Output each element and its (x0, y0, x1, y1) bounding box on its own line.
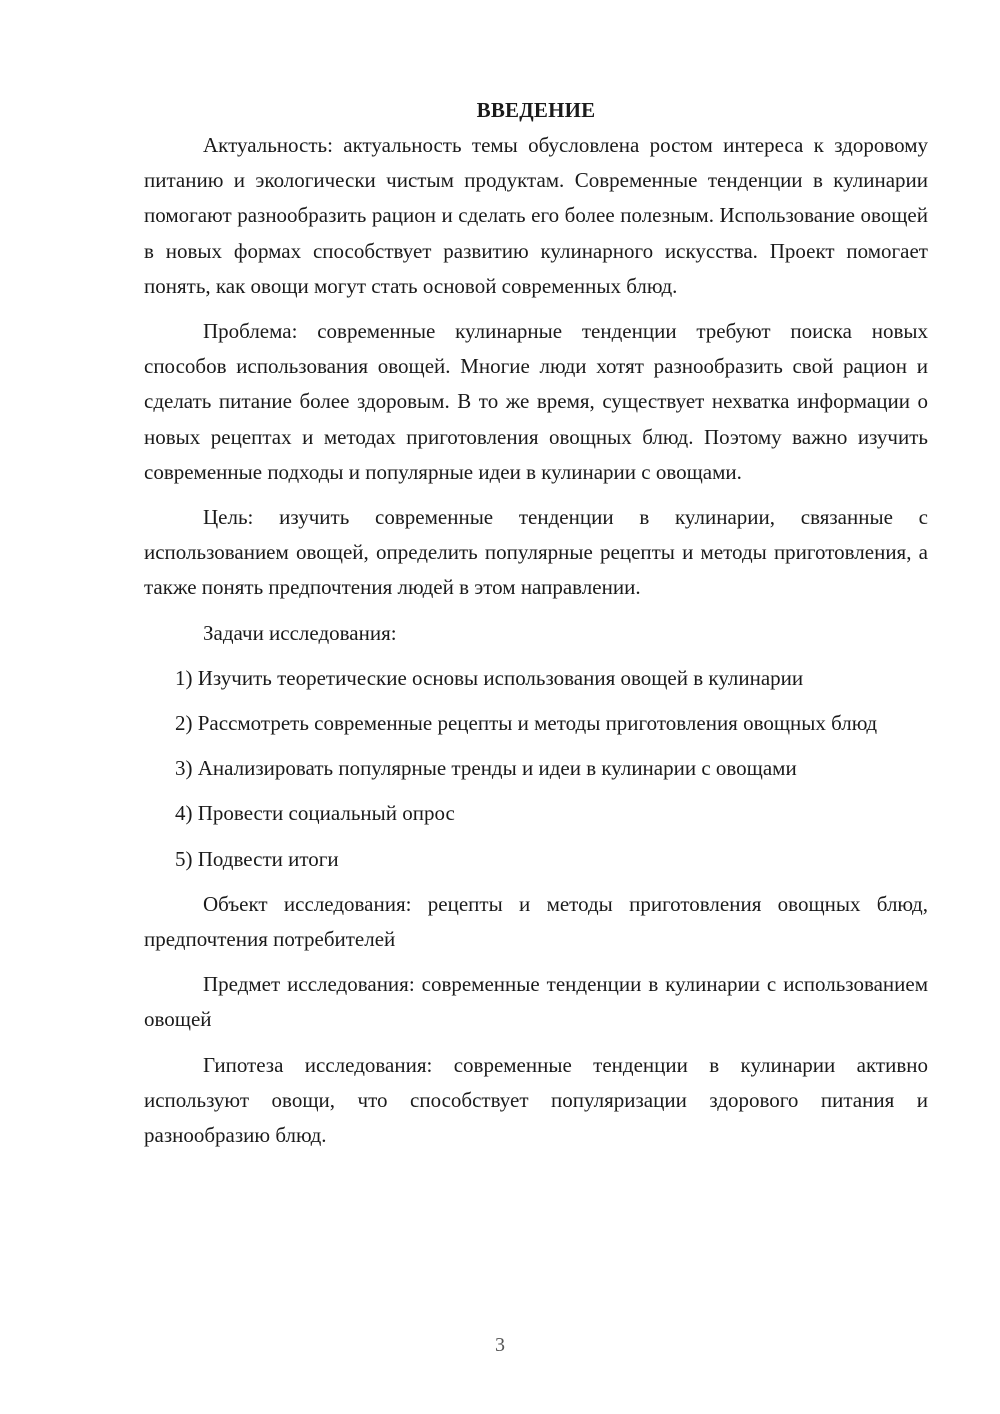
task-item-3: 3) Анализировать популярные тренды и идеи в кулинарии с овощами (175, 756, 797, 781)
paragraph-subject: Предмет исследования: современные тенденции в кулинарии с использованием овощей (144, 972, 928, 1032)
task-item-4: 4) Провести социальный опрос (175, 801, 455, 826)
paragraph-hypothesis: Гипотеза исследования: современные тенденции в кулинарии активно используют овощи, что способствует популяризации здорового питания и разнообразию блюд. (144, 1052, 928, 1148)
paragraph-object: Объект исследования: рецепты и методы приготовления овощных блюд, предпочтения потребителей (144, 891, 928, 952)
page-number: 3 (495, 1334, 505, 1356)
paragraph-goal: Цель: изучить современные тенденции в кулинарии, связанные с использованием овощей, определить популярные рецепты и методы приготовления, а также понять предпочтения людей в этом направлении. (144, 505, 928, 600)
task-item-2: 2) Рассмотреть современные рецепты и методы приготовления овощных блюд (175, 711, 878, 736)
paragraph-problem: Проблема: современные кулинарные тенденции требуют поиска новых способов использования овощей. Многие люди хотят разнообразить свой рацион и сделать питание более здоровым. В то же время, существует нехватка информации о новых рецептах и методах приготовления овощных блюд. Поэтому важно изучить современные подходы и популярные идеи в кулинарии с овощами. (144, 319, 928, 484)
document-page (144, 94, 928, 1163)
tasks-heading: Задачи исследования: (203, 620, 397, 645)
section-heading: ВВЕДЕНИЕ (476, 98, 596, 122)
task-item-5: 5) Подвести итоги (175, 846, 339, 871)
task-item-1: 1) Изучить теоретические основы использования овощей в кулинарии (175, 665, 804, 690)
paragraph-relevance: Актуальность: актуальность темы обусловлена ростом интереса к здоровому питанию и экологически чистым продуктам. Современные тенденции в кулинарии помогают разнообразить рацион и сделать его более полезным. Использование овощей в новых формах способствует развитию кулинарного искусства. Проект помогает понять, как овощи могут стать основой современных блюд. (144, 133, 928, 298)
